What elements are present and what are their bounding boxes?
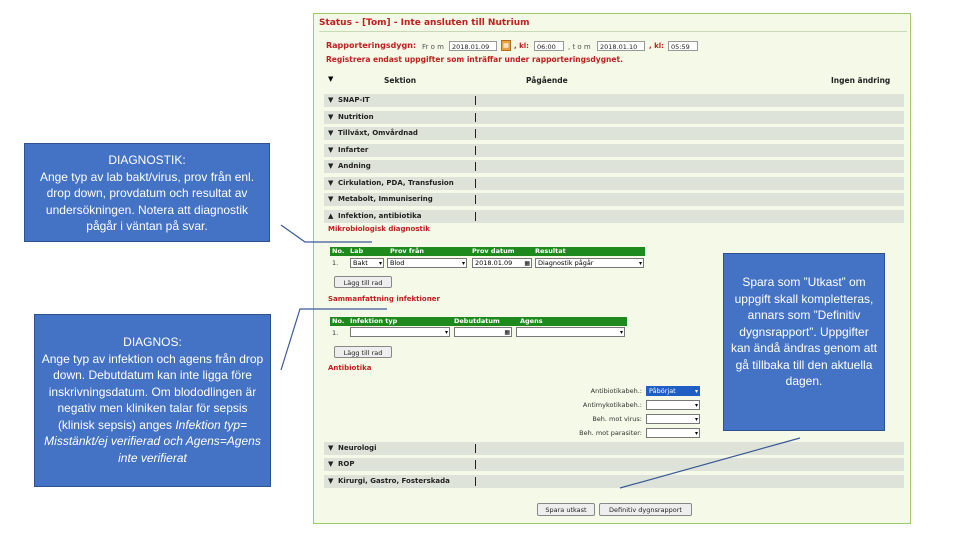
- callout-diagnos: [34, 314, 271, 487]
- from-time-label: , kl:: [514, 42, 529, 50]
- prov-datum-value: 2018.01.09: [475, 259, 513, 267]
- connector-diagnostik: [281, 225, 372, 242]
- expand-icon: ▼: [328, 460, 334, 468]
- report-title: Rapporteringsdygn:: [326, 41, 417, 50]
- antibiotics-title: Antibiotika: [328, 364, 372, 372]
- section-label: Tillväxt, Omvårdnad: [338, 129, 418, 137]
- micro-row-no: 1.: [332, 259, 339, 267]
- calendar-icon: ▦: [504, 329, 510, 336]
- column-no-change: Ingen ändring: [831, 76, 891, 85]
- expand-icon: ▼: [328, 129, 334, 137]
- header-debutdatum: Debutdatum: [454, 317, 500, 325]
- chevron-down-icon: ▾: [638, 260, 642, 267]
- calendar-icon[interactable]: ▦: [501, 40, 511, 51]
- antibiotika-value: Påbörjat: [649, 387, 676, 395]
- callout-diagnos-text: DIAGNOS: Ange typ av infektion och agens från drop down. Debutdatum kan inte ligga före inskrivningsdatum. Om blododlingen är negativ men kliniken talar för sepsis (klinisk sepsis) anges: [41, 335, 264, 432]
- header-lab: Lab: [350, 247, 364, 255]
- chevron-down-icon: ▾: [694, 416, 698, 423]
- header-prov-datum: Prov datum: [472, 247, 515, 255]
- antibiotika-label: Antibiotikabeh.:: [590, 387, 642, 395]
- from-label: Fr o m: [422, 43, 444, 51]
- callout-diagnos-italic: Infektion typ= Misstänkt/ej verifierad och Agens=Agens inte verifierat: [44, 417, 261, 465]
- to-time-input[interactable]: 05:59: [668, 41, 698, 51]
- status-text: - [Tom] - Inte ansluten till Nutrium: [351, 18, 530, 28]
- antimykotika-label: Antimykotikabeh.:: [582, 401, 642, 409]
- chevron-down-icon: ▾: [694, 430, 698, 437]
- expand-icon: ▼: [328, 162, 334, 170]
- callout-diagnostik: DIAGNOSTIK: Ange typ av lab bakt/virus, prov från enl. drop down, provdatum och resultat av undersökningen. Notera att diagnostik pågår i väntan på svar.: [24, 143, 270, 242]
- chevron-down-icon: ▾: [694, 388, 698, 395]
- micro-title: Mikrobiologisk diagnostik: [328, 225, 430, 233]
- header-no: No.: [332, 247, 345, 255]
- chevron-down-icon: ▾: [694, 402, 698, 409]
- section-label: SNAP-IT: [338, 96, 370, 104]
- header-no: No.: [332, 317, 345, 325]
- collapse-icon: ▲: [328, 212, 334, 220]
- parasiter-label: Beh. mot parasiter:: [579, 429, 642, 437]
- collapse-all-icon[interactable]: ▼: [328, 75, 334, 83]
- expand-icon: ▼: [328, 195, 334, 203]
- chevron-down-icon: ▾: [444, 329, 448, 336]
- report-note: Registrera endast uppgifter som inträffar under rapporteringsdygnet.: [326, 55, 623, 64]
- status-label: Status: [319, 18, 352, 28]
- header-resultat: Resultat: [535, 247, 566, 255]
- section-label: Nutrition: [338, 113, 374, 121]
- section-label: Kirurgi, Gastro, Fosterskada: [338, 477, 450, 485]
- expand-icon: ▼: [328, 146, 334, 154]
- summary-add-row-button[interactable]: Lägg till rad: [334, 346, 392, 358]
- summary-title: Sammanfattning infektioner: [328, 295, 440, 303]
- column-section: Sektion: [384, 76, 417, 85]
- expand-icon: ▼: [328, 477, 334, 485]
- expand-icon: ▼: [328, 179, 334, 187]
- to-label: , t o m: [568, 43, 591, 51]
- section-label: Infektion, antibiotika: [338, 212, 422, 220]
- section-label: Andning: [338, 162, 371, 170]
- callout-spara: Spara som ”Utkast” om uppgift skall kompletteras, annars som ”Definitiv dygnsrapport”. Uppgifter kan ändå ändras genom att gå tillbaka till den aktuella dagen.: [723, 253, 885, 431]
- to-date-input[interactable]: 2018.01.10: [597, 41, 645, 51]
- header-infektion-typ: Infektion typ: [350, 317, 398, 325]
- from-date-input[interactable]: 2018.01.09: [449, 41, 497, 51]
- calendar-icon: ▦: [524, 260, 530, 267]
- section-label: Infarter: [338, 146, 369, 154]
- chevron-down-icon: ▾: [378, 260, 382, 267]
- header-agens: Agens: [520, 317, 543, 325]
- connector-spara: [620, 438, 800, 488]
- header-prov-fran: Prov från: [390, 247, 424, 255]
- micro-add-row-button[interactable]: Lägg till rad: [334, 276, 392, 288]
- chevron-down-icon: ▾: [461, 260, 465, 267]
- prov-fran-value: Blod: [390, 259, 405, 267]
- section-label: Metabolt, Immunisering: [338, 195, 433, 203]
- expand-icon: ▼: [328, 113, 334, 121]
- expand-icon: ▼: [328, 96, 334, 104]
- section-label: Cirkulation, PDA, Transfusion: [338, 179, 454, 187]
- resultat-value: Diagnostik pågår: [538, 259, 594, 267]
- lab-value: Bakt: [353, 259, 368, 267]
- from-time-input[interactable]: 06:00: [534, 41, 564, 51]
- column-ongoing: Pågående: [526, 76, 568, 85]
- final-report-button[interactable]: Definitiv dygnsrapport: [599, 503, 692, 516]
- connector-diagnos: [281, 309, 387, 370]
- save-draft-button[interactable]: Spara utkast: [537, 503, 595, 516]
- virus-label: Beh. mot virus:: [592, 415, 642, 423]
- chevron-down-icon: ▾: [619, 329, 623, 336]
- section-label: Neurologi: [338, 444, 377, 452]
- to-time-label: , kl:: [649, 42, 664, 50]
- section-label: ROP: [338, 460, 355, 468]
- expand-icon: ▼: [328, 444, 334, 452]
- summary-row-no: 1.: [332, 329, 339, 337]
